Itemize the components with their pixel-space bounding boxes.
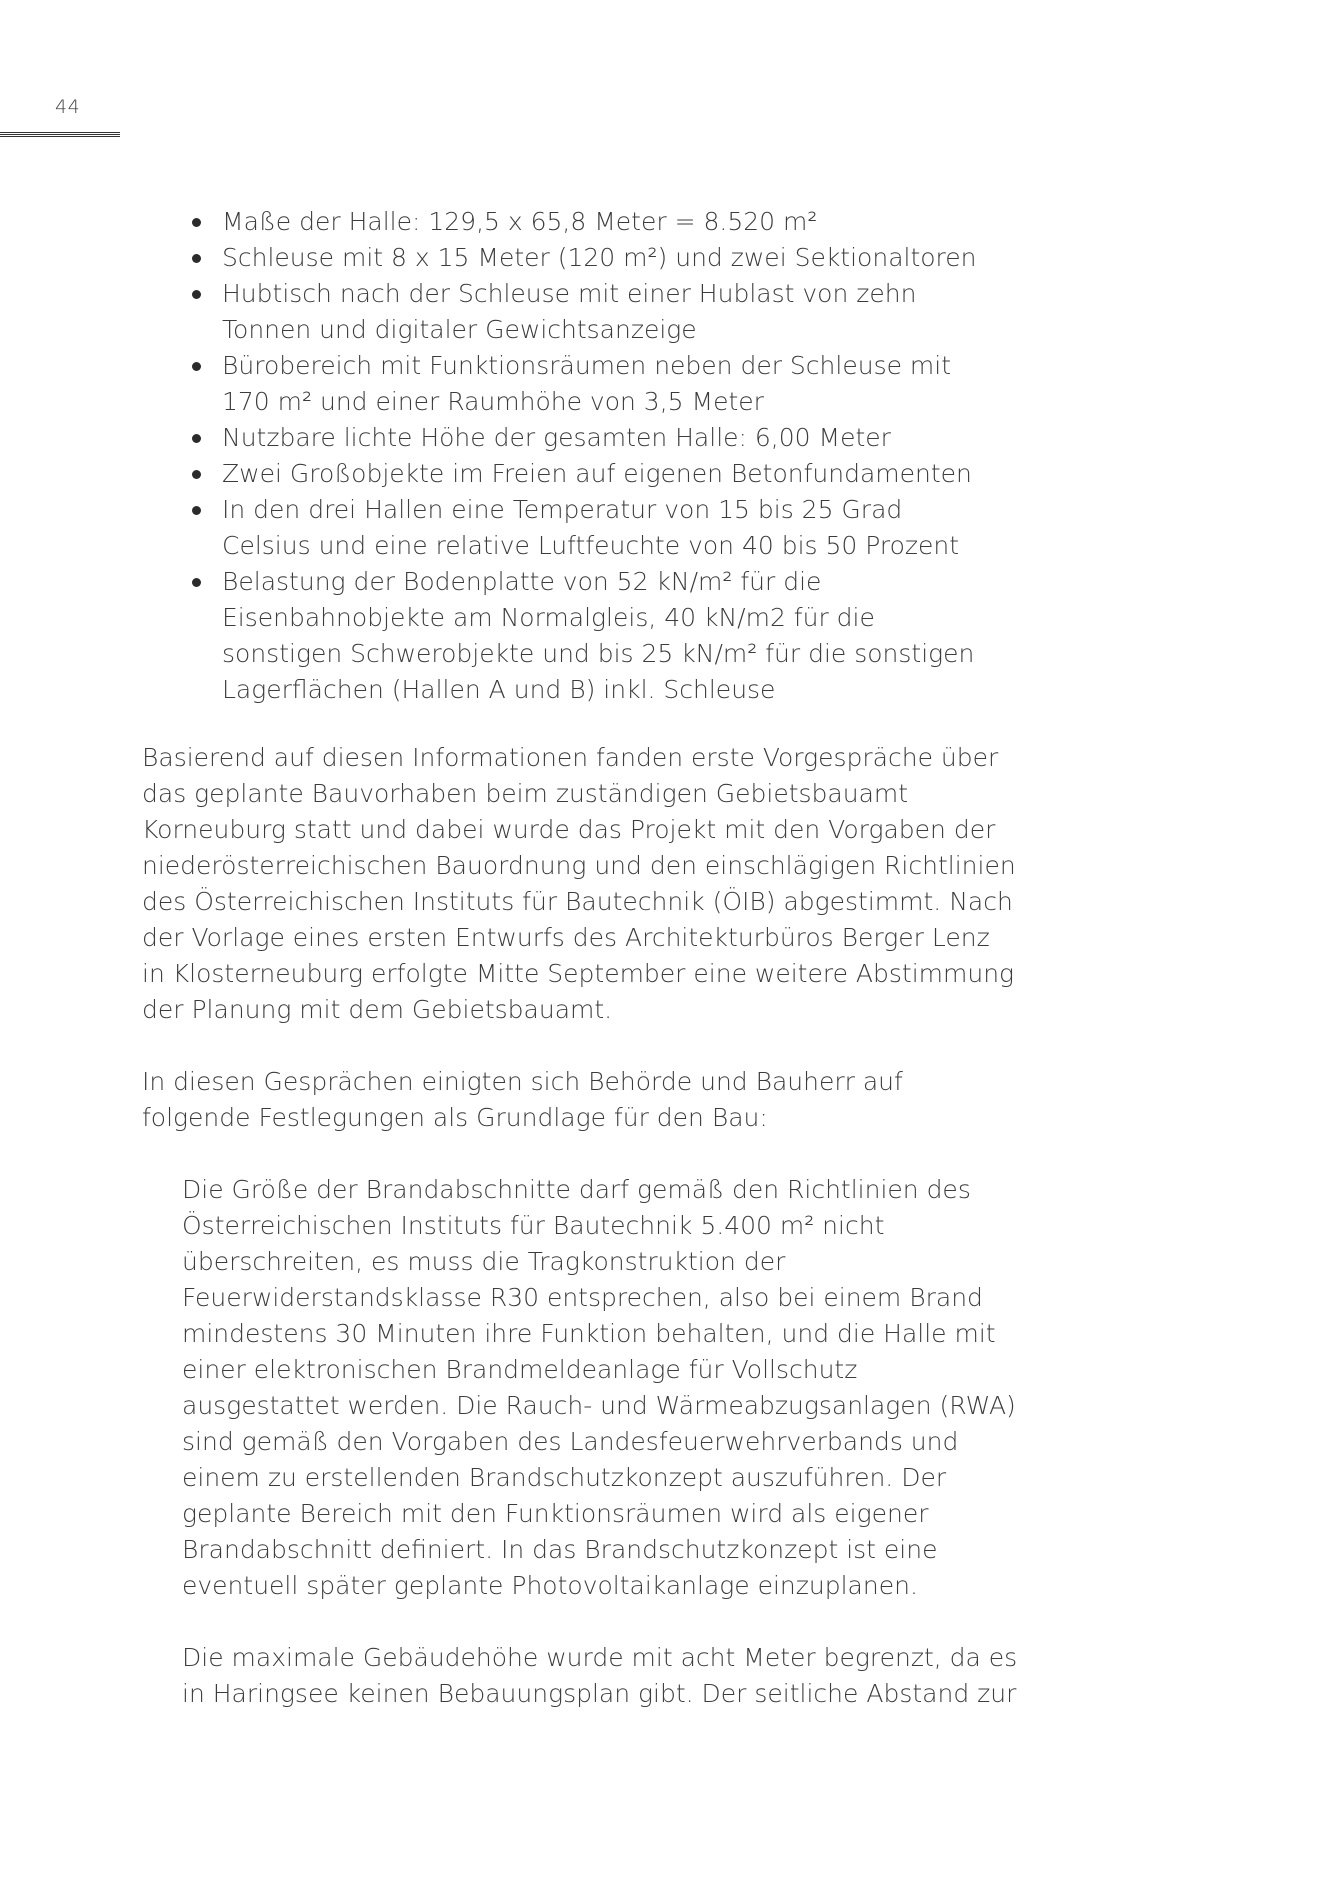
list-item bbox=[222, 204, 982, 240]
bullet-list bbox=[142, 204, 1042, 708]
list-item-text: Belastung der Bodenplatte von 52 kN/m² für die Eisenbahnobjekte am Normalgleis, 40 kN/m2 für die sonstigen Schwerobjekte und bis 25 kN/m² für die sonstigen Lagerflächen (Hallen A und B) inkl. Schleuse bbox=[222, 567, 975, 704]
bullet-dot-icon bbox=[192, 218, 201, 227]
list-item-text: Schleuse mit 8 x 15 Meter (120 m²) und zwei Sektionaltoren bbox=[222, 243, 977, 272]
list-item-text: Bürobereich mit Funktionsräumen neben der Schleuse mit 170 m² und einer Raumhöhe von 3,5 Meter bbox=[222, 351, 952, 416]
bullet-dot-icon bbox=[192, 506, 201, 515]
paragraph-fire-safety: Die Größe der Brandabschnitte darf gemäß den Richtlinien des Österreichischen Instituts für Bautechnik 5.400 m² nicht überschreiten, es muss die Tragkonstruktion der Feuerwiderstandsklasse R30 entsprechen, also bei einem Brand mindestens 30 Minuten ihre Funktion behalten, und die Halle mit einer elektronischen Brandmeldeanlage für Vollschutz ausgestattet werden. Die Rauch- und Wärmeabzugsanlagen (RWA) sind gemäß den Vorgaben des Landesfeuerwehrverbands und einem zu erstellenden Brandschutzkonzept auszuführen. Der geplante Bereich mit den Funktionsräumen wird als eigener Brandabschnitt definiert. In das Brandschutzkonzept ist eine eventuell später geplante Photovoltaikanlage einzuplanen. bbox=[182, 1175, 1016, 1600]
list-item bbox=[222, 564, 982, 708]
list-item-text: Zwei Großobjekte im Freien auf eigenen Betonfundamenten bbox=[222, 459, 972, 488]
list-item bbox=[222, 456, 982, 492]
header-rule bbox=[0, 136, 120, 137]
list-item-text: In den drei Hallen eine Temperatur von 15 bis 25 Grad Celsius und eine relative Luftfeuchte von 40 bis 50 Prozent bbox=[222, 495, 960, 560]
list-item bbox=[222, 492, 982, 564]
list-item bbox=[222, 348, 982, 420]
paragraph-agreement: In diesen Gesprächen einigten sich Behörde und Bauherr auf folgende Festlegungen als Grundlage für den Bau: bbox=[142, 1067, 903, 1132]
document-body bbox=[142, 204, 1042, 1748]
header-rule bbox=[0, 134, 120, 135]
list-item bbox=[222, 276, 982, 348]
list-item bbox=[222, 240, 982, 276]
list-item-text: Maße der Halle: 129,5 x 65,8 Meter = 8.520 m² bbox=[222, 207, 818, 236]
bullet-dot-icon bbox=[192, 290, 201, 299]
list-item-text: Nutzbare lichte Höhe der gesamten Halle: 6,00 Meter bbox=[222, 423, 891, 452]
paragraph-intro: Basierend auf diesen Informationen fanden erste Vorgespräche über das geplante Bauvorhaben beim zuständigen Gebietsbauamt Korneuburg statt und dabei wurde das Projekt mit den Vorgaben der niederösterreichischen Bauordnung und den einschlägigen Richtlinien des Österreichischen Instituts für Bautechnik (ÖIB) abgestimmt. Nach der Vorlage eines ersten Entwurfs des Architekturbüros Berger Lenz in Klosterneuburg erfolgte Mitte September eine weitere Abstimmung der Planung mit dem Gebietsbauamt. bbox=[142, 743, 1016, 1024]
bullet-dot-icon bbox=[192, 578, 201, 587]
list-item-text: Hubtisch nach der Schleuse mit einer Hublast von zehn Tonnen und digitaler Gewichtsanzeige bbox=[222, 279, 917, 344]
bullet-dot-icon bbox=[192, 434, 201, 443]
bullet-dot-icon bbox=[192, 470, 201, 479]
paragraph-building-height: Die maximale Gebäudehöhe wurde mit acht Meter begrenzt, da es in Haringsee keinen Bebauungsplan gibt. Der seitliche Abstand zur bbox=[182, 1643, 1018, 1708]
list-item bbox=[222, 420, 982, 456]
header-rule bbox=[0, 132, 120, 133]
page-number: 44 bbox=[55, 96, 81, 118]
bullet-dot-icon bbox=[192, 254, 201, 263]
bullet-dot-icon bbox=[192, 362, 201, 371]
